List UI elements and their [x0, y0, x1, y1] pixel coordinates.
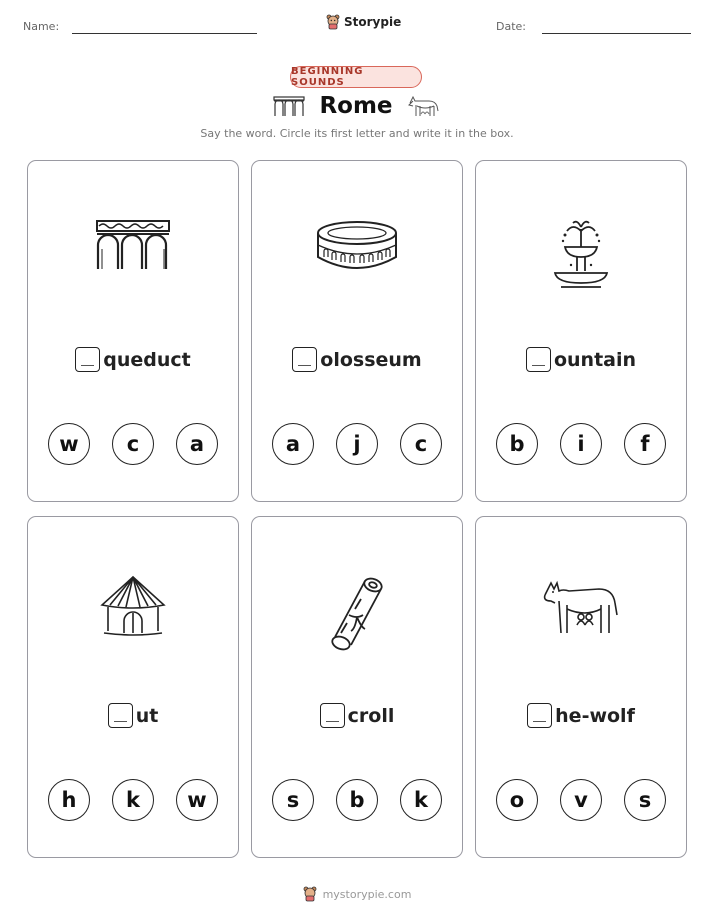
category-badge: BEGINNING SOUNDS: [290, 66, 422, 88]
word-ending: he-wolf: [555, 704, 635, 727]
letter-option[interactable]: a: [176, 423, 218, 465]
letter-options: [252, 423, 462, 465]
letter-option[interactable]: a: [272, 423, 314, 465]
word-row: [476, 347, 686, 372]
name-line[interactable]: [72, 33, 257, 34]
first-letter-box[interactable]: [526, 347, 551, 372]
letter-option[interactable]: w: [176, 779, 218, 821]
word-card: [475, 516, 687, 858]
word-card: [475, 160, 687, 502]
letter-option[interactable]: k: [112, 779, 154, 821]
date-line[interactable]: [542, 33, 691, 34]
letter-option[interactable]: j: [336, 423, 378, 465]
word-ending: ountain: [553, 348, 637, 371]
page-title: Rome: [319, 93, 393, 119]
letter-option[interactable]: b: [496, 423, 538, 465]
scroll-icon: [327, 575, 387, 657]
letter-option[interactable]: v: [560, 779, 602, 821]
word-card: [27, 516, 239, 858]
letter-option[interactable]: i: [560, 423, 602, 465]
she-wolf-icon: [541, 575, 621, 643]
letter-options: [476, 423, 686, 465]
fountain-icon: [551, 219, 611, 293]
title-row: [0, 93, 714, 119]
hut-icon: [98, 575, 168, 641]
wolf-small-icon: [407, 93, 441, 119]
letter-option[interactable]: w: [48, 423, 90, 465]
word-ending: croll: [347, 704, 395, 727]
footer-url[interactable]: mystorypie.com: [322, 887, 412, 901]
letter-option[interactable]: h: [48, 779, 90, 821]
date-label: Date:: [496, 20, 526, 33]
letter-option[interactable]: b: [336, 779, 378, 821]
bear-icon: [326, 14, 340, 30]
first-letter-box[interactable]: [292, 347, 317, 372]
letter-option[interactable]: f: [624, 423, 666, 465]
letter-option[interactable]: o: [496, 779, 538, 821]
aqueduct-small-icon: [273, 95, 305, 117]
letter-options: [28, 779, 238, 821]
bear-icon: [303, 886, 317, 902]
colosseum-icon: [316, 219, 398, 275]
letter-option[interactable]: c: [112, 423, 154, 465]
word-row: [476, 703, 686, 728]
letter-option[interactable]: k: [400, 779, 442, 821]
word-row: [252, 703, 462, 728]
first-letter-box[interactable]: [75, 347, 100, 372]
word-ending: olosseum: [320, 348, 422, 371]
word-ending: queduct: [103, 348, 191, 371]
first-letter-box[interactable]: [320, 703, 345, 728]
instructions: Say the word. Circle its first letter and write it in the box.: [200, 127, 514, 140]
word-card: [251, 160, 463, 502]
brand-logo: [326, 14, 401, 30]
letter-option[interactable]: s: [624, 779, 666, 821]
brand-name: Storypie: [344, 15, 402, 29]
letter-options: [28, 423, 238, 465]
footer: [0, 886, 714, 902]
word-row: [28, 347, 238, 372]
first-letter-box[interactable]: [527, 703, 552, 728]
word-row: [252, 347, 462, 372]
first-letter-box[interactable]: [108, 703, 133, 728]
letter-option[interactable]: c: [400, 423, 442, 465]
word-card: [251, 516, 463, 858]
letter-option[interactable]: s: [272, 779, 314, 821]
aqueduct-icon: [95, 219, 171, 275]
word-ending: ut: [135, 704, 159, 727]
letter-options: [252, 779, 462, 821]
letter-options: [476, 779, 686, 821]
word-row: [28, 703, 238, 728]
word-card: [27, 160, 239, 502]
name-label: Name:: [23, 20, 60, 33]
